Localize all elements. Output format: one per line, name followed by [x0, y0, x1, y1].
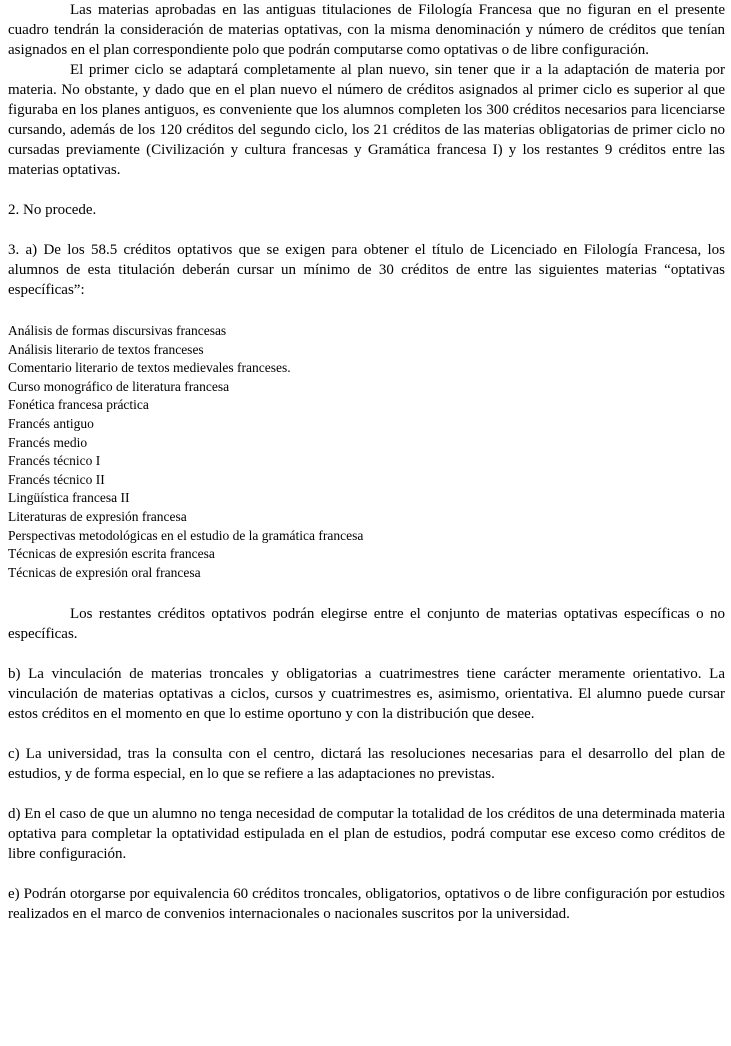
list-item: Lingüística francesa II — [8, 490, 130, 506]
paragraph-libre-configuracion: d) En el caso de que un alumno no tenga necesidad de computar la totalidad de los créditos de una determinada materia optativa para completar la optatividad estipulada en el plan de estudios, podrá computar ese exceso como créditos de libre configuración. — [8, 806, 725, 863]
list-item: Francés técnico II — [8, 471, 105, 487]
paragraph-primer-ciclo: El primer ciclo se adaptará completamente al plan nuevo, sin tener que ir a la adaptación de materia por materia. No obstante, y dado que en el plan nuevo el número de créditos asignados al primer ciclo es superior al que figuraba en los planes antiguos, es conveniente que los alumnos completen los 300 créditos necesarios para licenciarse cursando, además de los 120 créditos del segundo ciclo, los 21 créditos de las materias obligatorias de primer ciclo no cursadas previamente (Civilización y cultura francesas y Gramática francesa I) y los restantes 9 créditos entre las materias optativas. — [8, 62, 725, 178]
list-item: Literaturas de expresión francesa — [8, 508, 187, 524]
paragraph-equivalencia: e) Podrán otorgarse por equivalencia 60 créditos troncales, obligatorios, optativos o de libre configuración por estudios realizados en el marco de convenios internacionales o nacionales suscritos por la universidad. — [8, 886, 725, 923]
list-item: Francés medio — [8, 434, 88, 450]
list-item: Análisis de formas discursivas francesas — [8, 323, 227, 338]
paragraph-creditos-optativos: 3. a) De los 58.5 créditos optativos que se exigen para obtener el título de Licenciado en Filología Francesa, los alumnos de esta titulación deberán cursar un mínimo de 30 créditos de entre las siguientes materias “optativas específicas”: — [8, 242, 725, 298]
paragraph-restantes-creditos: Los restantes créditos optativos podrán elegirse entre el conjunto de materias optativas específicas o no específicas. — [8, 606, 725, 643]
paragraph-no-procede: 2. No procede. — [8, 202, 97, 218]
spacer — [8, 180, 725, 200]
optativas-especificas-list — [8, 322, 725, 582]
spacer — [8, 724, 725, 744]
list-item: Comentario literario de textos medievales franceses. — [8, 360, 291, 376]
spacer — [8, 784, 725, 804]
list-item: Curso monográfico de literatura francesa — [8, 378, 230, 394]
document-page — [8, 0, 725, 924]
list-item: Técnicas de expresión escrita francesa — [8, 546, 215, 562]
paragraph-vinculacion: b) La vinculación de materias troncales y obligatorias a cuatrimestres tiene carácter meramente orientativo. La vinculación de materias optativas a ciclos, cursos y cuatrimestres es, asimismo, orientativa. El alumno puede cursar estos créditos en el momento en que lo estime oportuno y con la distribución que desee. — [8, 666, 725, 723]
spacer — [8, 582, 725, 604]
list-item: Francés técnico I — [8, 453, 101, 469]
list-item: Análisis literario de textos franceses — [8, 341, 204, 357]
list-item: Fonética francesa práctica — [8, 397, 149, 413]
spacer — [8, 220, 725, 240]
spacer — [8, 644, 725, 664]
list-item: Perspectivas metodológicas en el estudio de la gramática francesa — [8, 527, 364, 543]
list-item: Francés antiguo — [8, 415, 94, 431]
spacer — [8, 300, 725, 322]
spacer — [8, 864, 725, 884]
paragraph-universidad: c) La universidad, tras la consulta con el centro, dictará las resoluciones necesarias para el desarrollo del plan de estudios, y de forma especial, en lo que se refiere a las adaptaciones no previstas. — [8, 746, 725, 783]
paragraph-materias-aprobadas: Las materias aprobadas en las antiguas titulaciones de Filología Francesa que no figuran en el presente cuadro tendrán la consideración de materias optativas, con la misma denominación y número de créditos que tenían asignados en el plan correspondiente polo que podrán computarse como optativas o de libre configuración. — [8, 2, 725, 58]
list-item: Técnicas de expresión oral francesa — [8, 564, 201, 580]
